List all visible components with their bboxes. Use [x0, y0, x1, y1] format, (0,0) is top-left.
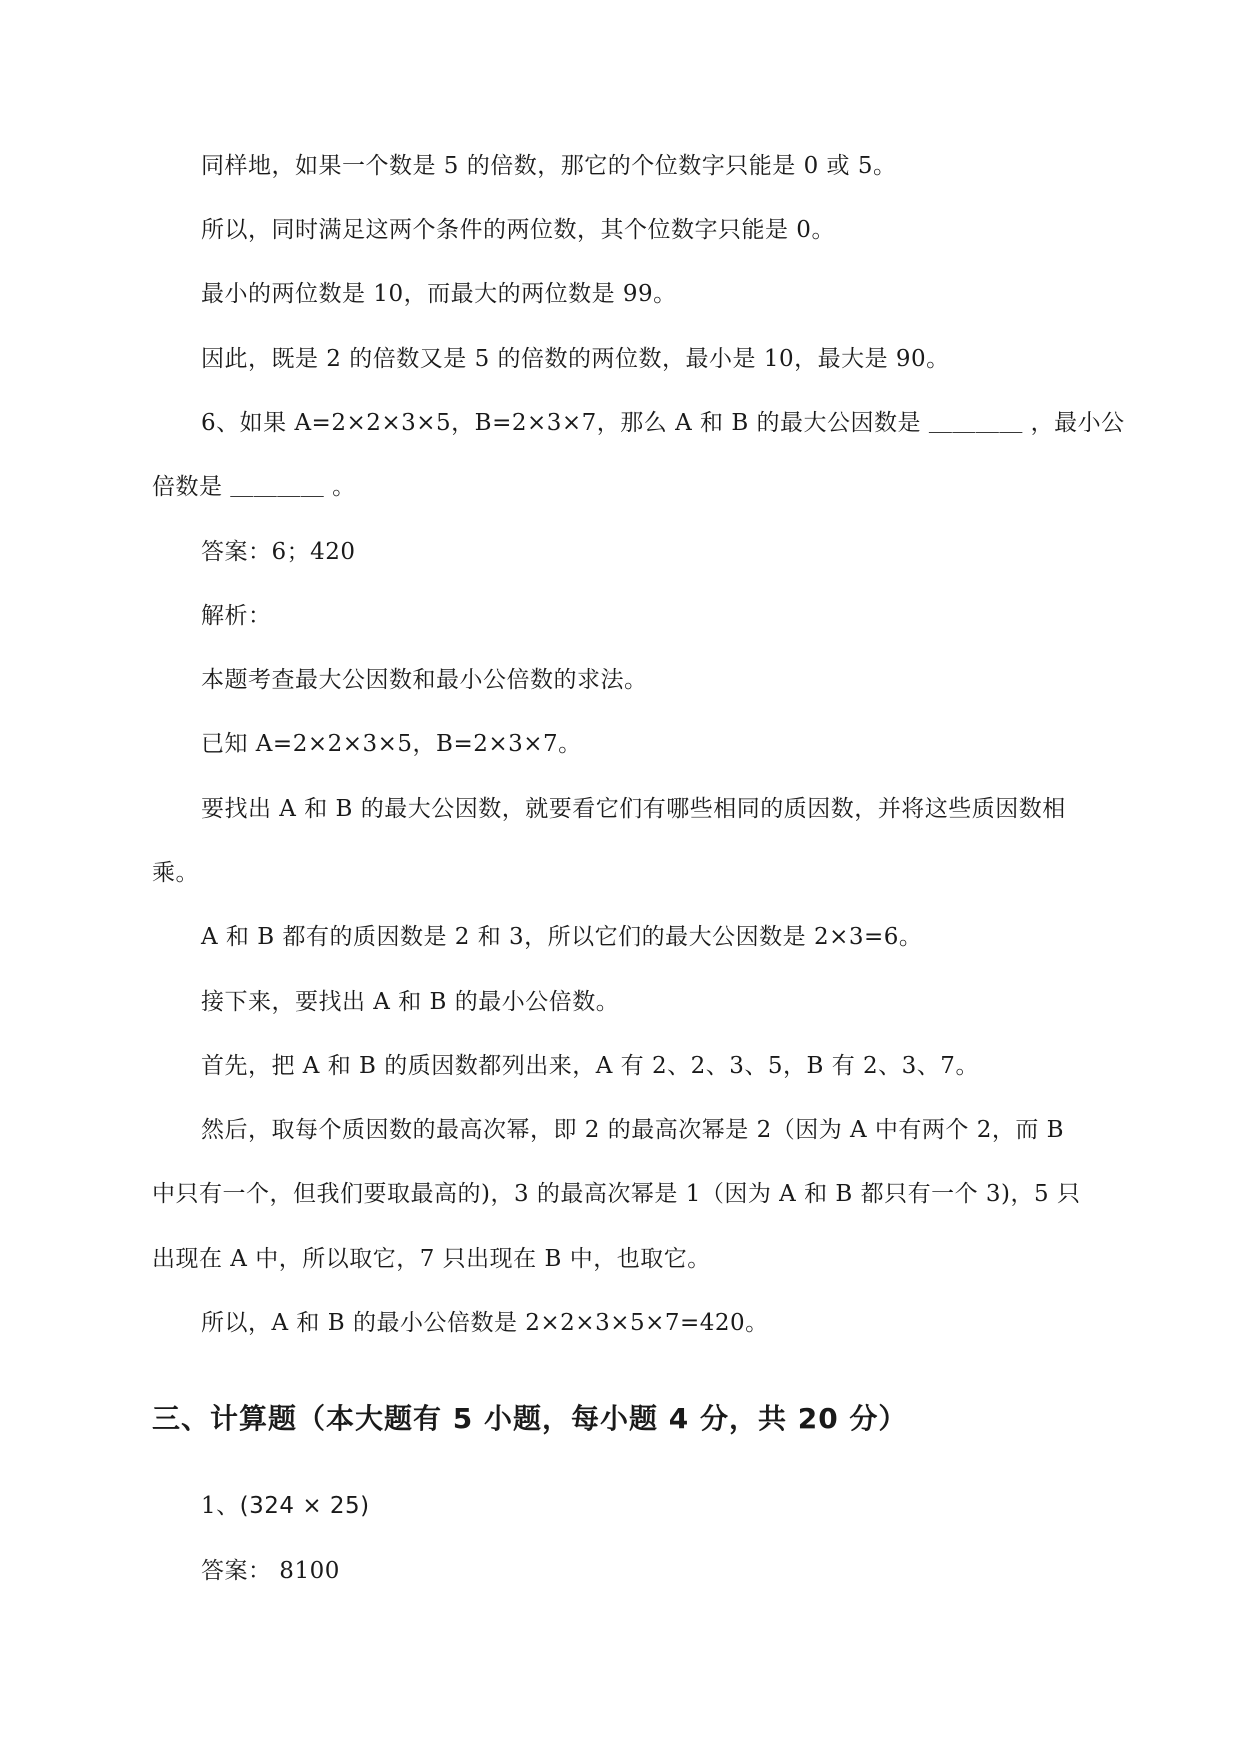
analysis-line: 出现在 A 中，所以取它，7 只出现在 B 中，也取它。	[152, 1246, 711, 1272]
paragraph-line: 所以，同时满足这两个条件的两位数，其个位数字只能是 0。	[201, 217, 835, 243]
paragraph-line: 因此，既是 2 的倍数又是 5 的倍数的两位数，最小是 10，最大是 90。	[201, 346, 950, 372]
analysis-line: 乘。	[152, 860, 199, 886]
analysis-line: 中只有一个，但我们要取最高的)，3 的最高次幂是 1（因为 A 和 B 都只有一个 3)，5 只	[152, 1181, 1081, 1207]
analysis-line: 本题考查最大公因数和最小公倍数的求法。	[201, 667, 648, 693]
analysis-line: 然后，取每个质因数的最高次幂，即 2 的最高次幂是 2（因为 A 中有两个 2，而 B	[201, 1117, 1065, 1143]
analysis-line: A 和 B 都有的质因数是 2 和 3，所以它们的最大公因数是 2×3=6。	[201, 924, 923, 950]
analysis-line: 接下来，要找出 A 和 B 的最小公倍数。	[201, 989, 620, 1015]
analysis-line: 首先，把 A 和 B 的质因数都列出来，A 有 2、2、3、5，B 有 2、3、7。	[201, 1053, 979, 1079]
analysis-line: 要找出 A 和 B 的最大公因数，就要看它们有哪些相同的质因数，并将这些质因数相	[201, 796, 1066, 822]
analysis-line: 已知 A=2×2×3×5，B=2×3×7。	[201, 731, 582, 757]
answer-6: 答案：6；420	[201, 539, 356, 565]
analysis-line: 所以，A 和 B 的最小公倍数是 2×2×3×5×7=420。	[201, 1310, 769, 1336]
calc-answer-1: 答案： 8100	[201, 1558, 340, 1584]
paragraph-line: 同样地，如果一个数是 5 的倍数，那它的个位数字只能是 0 或 5。	[201, 153, 897, 179]
question-number: 1、	[201, 1493, 240, 1519]
question-6-line-2: 倍数是 ＿＿＿＿ 。	[152, 474, 356, 500]
analysis-label: 解析：	[201, 603, 272, 629]
section-heading: 三、计算题（本大题有 5 小题，每小题 4 分，共 20 分）	[152, 1402, 908, 1435]
question-6-line-1: 6、如果 A=2×2×3×5，B=2×3×7，那么 A 和 B 的最大公因数是 ＿＿＿＿ ，最小公	[201, 410, 1125, 436]
question-expression: (324 × 25)	[239, 1493, 370, 1519]
paragraph-line: 最小的两位数是 10，而最大的两位数是 99。	[201, 281, 677, 307]
calc-question-1	[201, 1490, 1101, 1522]
